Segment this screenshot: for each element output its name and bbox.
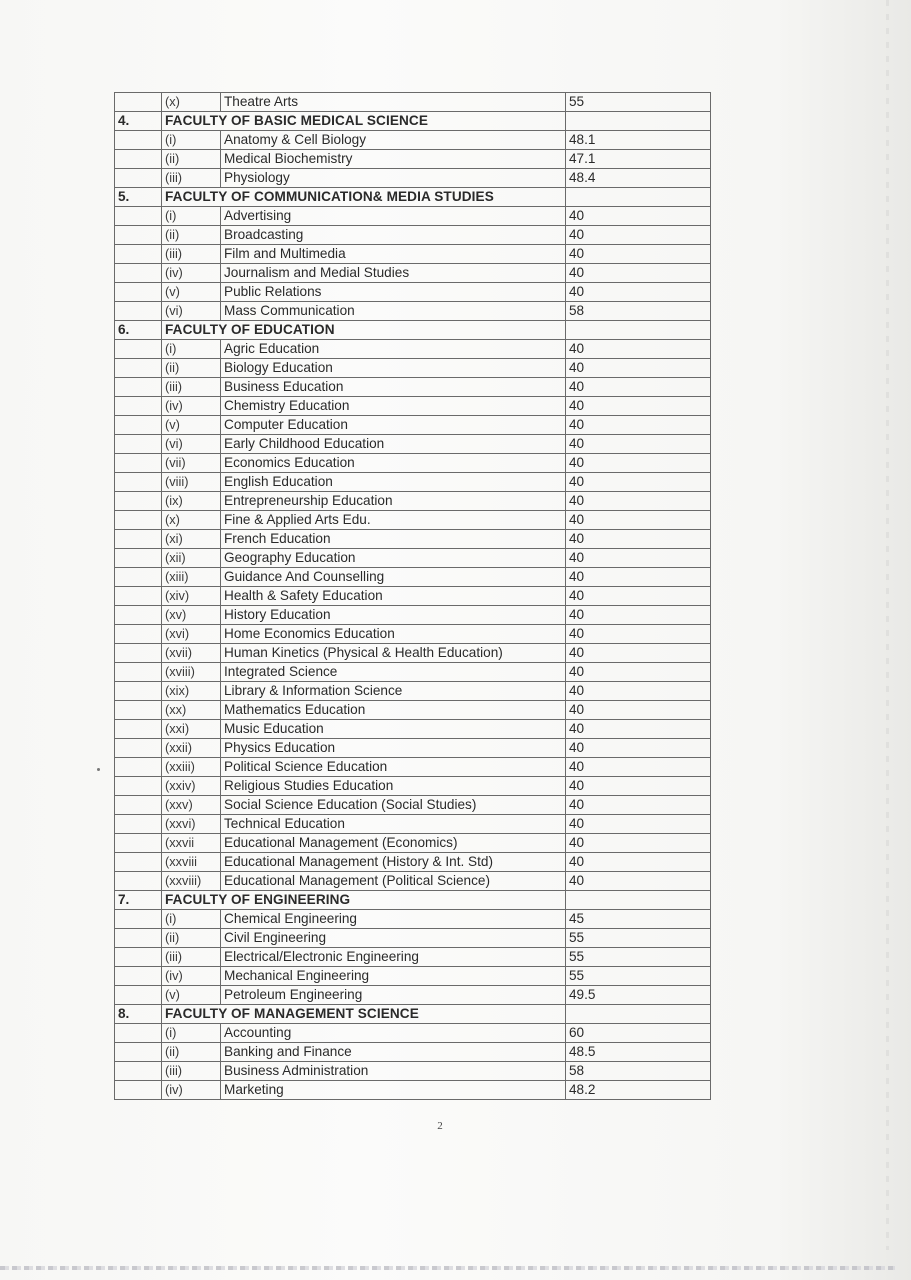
course-name: French Education <box>221 530 566 549</box>
faculty-title: FACULTY OF COMMUNICATION& MEDIA STUDIES <box>162 188 566 207</box>
number-cell-empty <box>115 245 162 264</box>
course-name: Guidance And Counselling <box>221 568 566 587</box>
course-row <box>115 644 711 663</box>
number-cell-empty <box>115 340 162 359</box>
number-cell-empty <box>115 720 162 739</box>
number-cell-empty <box>115 473 162 492</box>
number-cell-empty <box>115 530 162 549</box>
course-name: Music Education <box>221 720 566 739</box>
number-cell-empty <box>115 986 162 1005</box>
cutoff-score: 40 <box>566 606 711 625</box>
course-row <box>115 910 711 929</box>
course-row <box>115 929 711 948</box>
course-row <box>115 435 711 454</box>
course-row <box>115 587 711 606</box>
number-cell-empty <box>115 435 162 454</box>
item-numeral: (xi) <box>162 530 221 549</box>
faculty-number: 8. <box>115 1005 162 1024</box>
course-name: Geography Education <box>221 549 566 568</box>
cutoff-score: 40 <box>566 739 711 758</box>
stray-mark <box>97 768 100 771</box>
item-numeral: (xviii) <box>162 663 221 682</box>
cutoff-score: 40 <box>566 378 711 397</box>
number-cell-empty <box>115 815 162 834</box>
number-cell-empty <box>115 682 162 701</box>
item-numeral: (xix) <box>162 682 221 701</box>
course-name: Mechanical Engineering <box>221 967 566 986</box>
cutoff-score: 40 <box>566 245 711 264</box>
course-row <box>115 1081 711 1100</box>
item-numeral: (i) <box>162 207 221 226</box>
number-cell-empty <box>115 644 162 663</box>
cutoff-score: 55 <box>566 93 711 112</box>
course-row <box>115 967 711 986</box>
score-cell-empty <box>566 321 711 340</box>
cutoff-score: 49.5 <box>566 986 711 1005</box>
course-name: English Education <box>221 473 566 492</box>
course-row <box>115 207 711 226</box>
course-name: Business Administration <box>221 1062 566 1081</box>
page-bottom-edge <box>0 1266 895 1270</box>
number-cell-empty <box>115 758 162 777</box>
course-row <box>115 302 711 321</box>
course-name: Agric Education <box>221 340 566 359</box>
course-row <box>115 340 711 359</box>
item-numeral: (xxviii) <box>162 872 221 891</box>
number-cell-empty <box>115 454 162 473</box>
item-numeral: (v) <box>162 283 221 302</box>
item-numeral: (vi) <box>162 302 221 321</box>
item-numeral: (xxiii) <box>162 758 221 777</box>
item-numeral: (xvii) <box>162 644 221 663</box>
number-cell-empty <box>115 701 162 720</box>
cutoff-score: 40 <box>566 872 711 891</box>
item-numeral: (xxv) <box>162 796 221 815</box>
faculty-number: 5. <box>115 188 162 207</box>
item-numeral: (xiv) <box>162 587 221 606</box>
item-numeral: (iii) <box>162 1062 221 1081</box>
cutoff-score: 40 <box>566 473 711 492</box>
course-row <box>115 1043 711 1062</box>
number-cell-empty <box>115 93 162 112</box>
course-name: Computer Education <box>221 416 566 435</box>
number-cell-empty <box>115 302 162 321</box>
number-cell-empty <box>115 587 162 606</box>
course-name: Technical Education <box>221 815 566 834</box>
course-row <box>115 454 711 473</box>
cutoff-score: 55 <box>566 929 711 948</box>
cutoff-score: 40 <box>566 758 711 777</box>
faculty-row <box>115 112 711 131</box>
item-numeral: (viii) <box>162 473 221 492</box>
course-row <box>115 777 711 796</box>
item-numeral: (xxvi) <box>162 815 221 834</box>
item-numeral: (x) <box>162 511 221 530</box>
number-cell-empty <box>115 378 162 397</box>
course-name: Civil Engineering <box>221 929 566 948</box>
cutoff-score: 40 <box>566 454 711 473</box>
number-cell-empty <box>115 777 162 796</box>
course-name: Home Economics Education <box>221 625 566 644</box>
course-name: Chemical Engineering <box>221 910 566 929</box>
course-name: Integrated Science <box>221 663 566 682</box>
course-row <box>115 473 711 492</box>
number-cell-empty <box>115 606 162 625</box>
cutoff-score: 40 <box>566 701 711 720</box>
cutoff-score: 60 <box>566 1024 711 1043</box>
table-body <box>115 93 711 1100</box>
number-cell-empty <box>115 397 162 416</box>
number-cell-empty <box>115 1043 162 1062</box>
item-numeral: (iii) <box>162 169 221 188</box>
cutoff-score: 48.1 <box>566 131 711 150</box>
cutoff-score: 55 <box>566 948 711 967</box>
course-row <box>115 568 711 587</box>
item-numeral: (vi) <box>162 435 221 454</box>
cutoff-score: 40 <box>566 359 711 378</box>
number-cell-empty <box>115 796 162 815</box>
item-numeral: (xxii) <box>162 739 221 758</box>
cutoff-score: 40 <box>566 226 711 245</box>
course-name: Electrical/Electronic Engineering <box>221 948 566 967</box>
cutoff-score: 40 <box>566 207 711 226</box>
faculty-row <box>115 321 711 340</box>
score-cell-empty <box>566 188 711 207</box>
course-name: Economics Education <box>221 454 566 473</box>
course-row <box>115 416 711 435</box>
course-row <box>115 663 711 682</box>
course-name: Biology Education <box>221 359 566 378</box>
cutoff-score: 40 <box>566 416 711 435</box>
course-row <box>115 511 711 530</box>
faculty-title: FACULTY OF BASIC MEDICAL SCIENCE <box>162 112 566 131</box>
cutoff-score: 58 <box>566 1062 711 1081</box>
number-cell-empty <box>115 150 162 169</box>
faculty-number: 4. <box>115 112 162 131</box>
item-numeral: (i) <box>162 131 221 150</box>
number-cell-empty <box>115 948 162 967</box>
course-name: Health & Safety Education <box>221 587 566 606</box>
course-name: Library & Information Science <box>221 682 566 701</box>
item-numeral: (i) <box>162 340 221 359</box>
course-row <box>115 549 711 568</box>
course-name: Business Education <box>221 378 566 397</box>
cutoff-marks-table <box>114 92 711 1100</box>
number-cell-empty <box>115 929 162 948</box>
item-numeral: (iii) <box>162 378 221 397</box>
item-numeral: (ix) <box>162 492 221 511</box>
course-name: Mass Communication <box>221 302 566 321</box>
cutoff-score: 40 <box>566 568 711 587</box>
course-name: Physics Education <box>221 739 566 758</box>
course-name: Early Childhood Education <box>221 435 566 454</box>
number-cell-empty <box>115 625 162 644</box>
number-cell-empty <box>115 1081 162 1100</box>
cutoff-score: 40 <box>566 492 711 511</box>
number-cell-empty <box>115 872 162 891</box>
item-numeral: (v) <box>162 416 221 435</box>
item-numeral: (vii) <box>162 454 221 473</box>
course-row <box>115 853 711 872</box>
cutoff-score: 47.1 <box>566 150 711 169</box>
item-numeral: (ii) <box>162 150 221 169</box>
faculty-title: FACULTY OF MANAGEMENT SCIENCE <box>162 1005 566 1024</box>
number-cell-empty <box>115 207 162 226</box>
course-name: Banking and Finance <box>221 1043 566 1062</box>
number-cell-empty <box>115 264 162 283</box>
course-row <box>115 264 711 283</box>
course-name: Physiology <box>221 169 566 188</box>
course-name: Marketing <box>221 1081 566 1100</box>
cutoff-score: 55 <box>566 967 711 986</box>
course-name: History Education <box>221 606 566 625</box>
course-row <box>115 530 711 549</box>
course-name: Theatre Arts <box>221 93 566 112</box>
course-row <box>115 226 711 245</box>
cutoff-score: 40 <box>566 796 711 815</box>
course-name: Religious Studies Education <box>221 777 566 796</box>
course-name: Entrepreneurship Education <box>221 492 566 511</box>
page-edge-shadow <box>886 0 889 1250</box>
cutoff-score: 40 <box>566 720 711 739</box>
score-cell-empty <box>566 891 711 910</box>
faculty-row <box>115 1005 711 1024</box>
item-numeral: (xxi) <box>162 720 221 739</box>
course-name: Advertising <box>221 207 566 226</box>
course-row <box>115 378 711 397</box>
cutoff-score: 40 <box>566 435 711 454</box>
cutoff-score: 48.4 <box>566 169 711 188</box>
course-name: Educational Management (History & Int. Std) <box>221 853 566 872</box>
course-row <box>115 1062 711 1081</box>
course-name: Public Relations <box>221 283 566 302</box>
cutoff-score: 40 <box>566 834 711 853</box>
number-cell-empty <box>115 549 162 568</box>
course-row <box>115 283 711 302</box>
number-cell-empty <box>115 511 162 530</box>
cutoff-score: 40 <box>566 777 711 796</box>
cutoff-score: 40 <box>566 663 711 682</box>
course-row <box>115 758 711 777</box>
item-numeral: (iv) <box>162 397 221 416</box>
score-cell-empty <box>566 112 711 131</box>
number-cell-empty <box>115 967 162 986</box>
item-numeral: (ii) <box>162 929 221 948</box>
course-row <box>115 834 711 853</box>
number-cell-empty <box>115 283 162 302</box>
course-row <box>115 701 711 720</box>
number-cell-empty <box>115 131 162 150</box>
page-number: 2 <box>437 1120 443 1132</box>
course-row <box>115 682 711 701</box>
course-name: Mathematics Education <box>221 701 566 720</box>
item-numeral: (xii) <box>162 549 221 568</box>
number-cell-empty <box>115 1024 162 1043</box>
number-cell-empty <box>115 910 162 929</box>
cutoff-score: 40 <box>566 530 711 549</box>
faculty-number: 6. <box>115 321 162 340</box>
course-name: Political Science Education <box>221 758 566 777</box>
course-row <box>115 625 711 644</box>
course-row <box>115 169 711 188</box>
item-numeral: (v) <box>162 986 221 1005</box>
item-numeral: (i) <box>162 910 221 929</box>
faculty-row <box>115 891 711 910</box>
course-row <box>115 93 711 112</box>
course-row <box>115 986 711 1005</box>
course-name: Anatomy & Cell Biology <box>221 131 566 150</box>
course-row <box>115 606 711 625</box>
course-name: Journalism and Medial Studies <box>221 264 566 283</box>
course-name: Petroleum Engineering <box>221 986 566 1005</box>
item-numeral: (iv) <box>162 264 221 283</box>
item-numeral: (xxviii <box>162 853 221 872</box>
number-cell-empty <box>115 568 162 587</box>
course-row <box>115 720 711 739</box>
course-row <box>115 1024 711 1043</box>
item-numeral: (iv) <box>162 1081 221 1100</box>
item-numeral: (iii) <box>162 245 221 264</box>
cutoff-score: 40 <box>566 587 711 606</box>
item-numeral: (x) <box>162 93 221 112</box>
item-numeral: (xvi) <box>162 625 221 644</box>
number-cell-empty <box>115 834 162 853</box>
course-name: Film and Multimedia <box>221 245 566 264</box>
course-name: Medical Biochemistry <box>221 150 566 169</box>
course-row <box>115 739 711 758</box>
cutoff-score: 40 <box>566 340 711 359</box>
item-numeral: (xv) <box>162 606 221 625</box>
number-cell-empty <box>115 853 162 872</box>
faculty-title: FACULTY OF EDUCATION <box>162 321 566 340</box>
course-name: Broadcasting <box>221 226 566 245</box>
course-name: Chemistry Education <box>221 397 566 416</box>
cutoff-score: 45 <box>566 910 711 929</box>
course-row <box>115 492 711 511</box>
number-cell-empty <box>115 663 162 682</box>
item-numeral: (xx) <box>162 701 221 720</box>
faculty-row <box>115 188 711 207</box>
number-cell-empty <box>115 226 162 245</box>
course-row <box>115 397 711 416</box>
course-row <box>115 948 711 967</box>
item-numeral: (i) <box>162 1024 221 1043</box>
course-row <box>115 131 711 150</box>
cutoff-score: 40 <box>566 682 711 701</box>
item-numeral: (xiii) <box>162 568 221 587</box>
course-row <box>115 872 711 891</box>
number-cell-empty <box>115 416 162 435</box>
course-name: Fine & Applied Arts Edu. <box>221 511 566 530</box>
cutoff-score: 40 <box>566 549 711 568</box>
course-name: Educational Management (Political Science) <box>221 872 566 891</box>
item-numeral: (iv) <box>162 967 221 986</box>
item-numeral: (xxiv) <box>162 777 221 796</box>
cutoff-score: 58 <box>566 302 711 321</box>
item-numeral: (xxvii <box>162 834 221 853</box>
cutoff-score: 40 <box>566 815 711 834</box>
course-row <box>115 815 711 834</box>
course-name: Human Kinetics (Physical & Health Education) <box>221 644 566 663</box>
course-name: Educational Management (Economics) <box>221 834 566 853</box>
course-row <box>115 796 711 815</box>
cutoff-score: 40 <box>566 397 711 416</box>
cutoff-score: 40 <box>566 264 711 283</box>
cutoff-score: 40 <box>566 511 711 530</box>
cutoff-score: 48.2 <box>566 1081 711 1100</box>
course-row <box>115 150 711 169</box>
item-numeral: (iii) <box>162 948 221 967</box>
cutoff-score: 40 <box>566 644 711 663</box>
item-numeral: (ii) <box>162 359 221 378</box>
number-cell-empty <box>115 169 162 188</box>
number-cell-empty <box>115 359 162 378</box>
cutoff-score: 40 <box>566 853 711 872</box>
course-name: Accounting <box>221 1024 566 1043</box>
cutoff-score: 48.5 <box>566 1043 711 1062</box>
number-cell-empty <box>115 1062 162 1081</box>
item-numeral: (ii) <box>162 226 221 245</box>
course-row <box>115 245 711 264</box>
faculty-number: 7. <box>115 891 162 910</box>
course-row <box>115 359 711 378</box>
item-numeral: (ii) <box>162 1043 221 1062</box>
cutoff-score: 40 <box>566 283 711 302</box>
score-cell-empty <box>566 1005 711 1024</box>
course-name: Social Science Education (Social Studies) <box>221 796 566 815</box>
number-cell-empty <box>115 739 162 758</box>
faculty-title: FACULTY OF ENGINEERING <box>162 891 566 910</box>
number-cell-empty <box>115 492 162 511</box>
cutoff-score: 40 <box>566 625 711 644</box>
